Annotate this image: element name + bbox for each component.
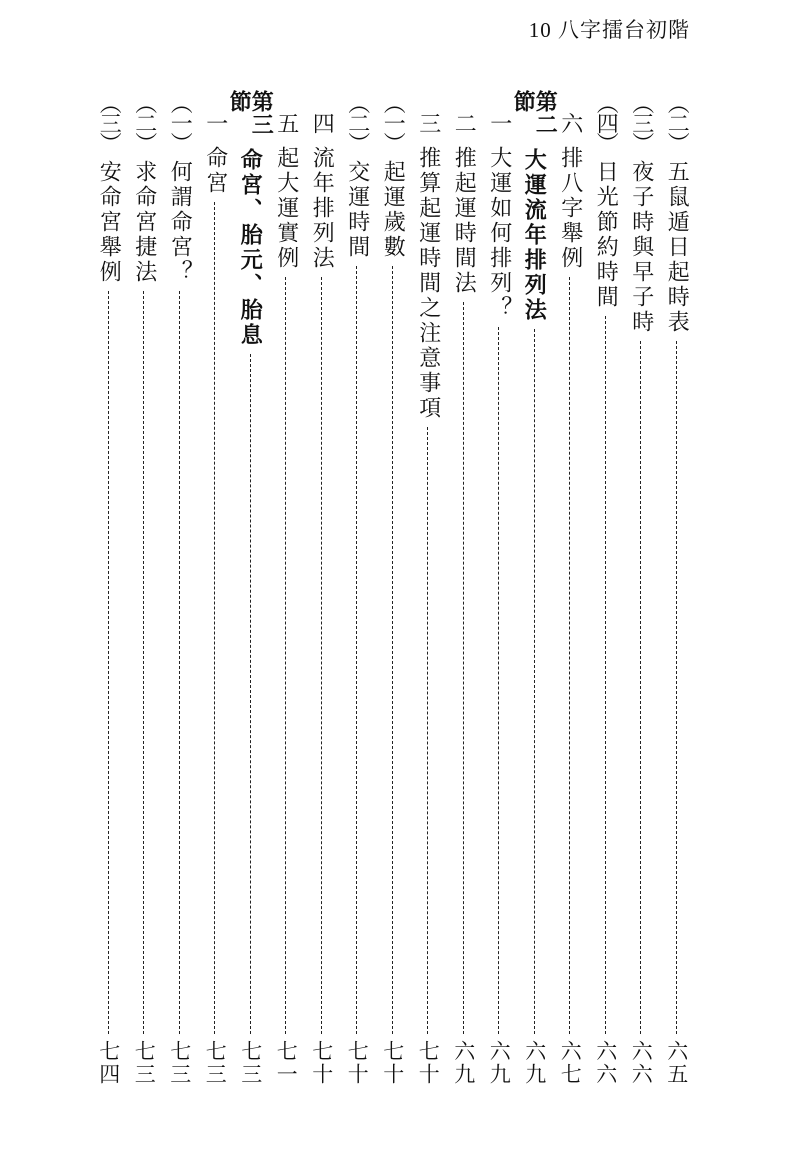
table-of-contents xyxy=(91,90,695,1090)
dotted-leader xyxy=(392,266,393,1034)
dotted-leader xyxy=(534,329,535,1034)
entry-number: 一 xyxy=(202,112,228,135)
section-heading xyxy=(226,90,275,1090)
entry-page: 六九 xyxy=(487,1040,512,1086)
entry-title: 排八字舉例 xyxy=(557,146,583,271)
dotted-leader xyxy=(285,277,286,1034)
dotted-leader xyxy=(605,316,606,1034)
section-heading xyxy=(510,90,559,1090)
dotted-leader xyxy=(498,327,499,1034)
dotted-leader xyxy=(427,427,428,1034)
entry-title: 起運歲數 xyxy=(380,160,406,260)
entry-page: 七四 xyxy=(96,1040,121,1086)
toc-entry xyxy=(375,90,411,1090)
dotted-leader xyxy=(321,277,322,1034)
entry-number: （三） xyxy=(628,92,654,152)
entry-page: 七三 xyxy=(238,1040,263,1086)
entry-number: 四 xyxy=(309,112,335,135)
entry-title: 交運時間 xyxy=(344,160,370,260)
entry-title: 夜子時與早子時 xyxy=(628,160,654,335)
entry-title: 五鼠遁日起時表 xyxy=(664,160,690,335)
entry-page: 七三 xyxy=(132,1040,157,1086)
entry-page: 六六 xyxy=(593,1040,618,1086)
toc-entry xyxy=(197,90,233,1090)
dotted-leader xyxy=(463,302,464,1034)
entry-title: 安命宮舉例 xyxy=(96,160,122,285)
entry-page: 七十 xyxy=(345,1040,370,1086)
entry-title: 流年排列法 xyxy=(309,146,335,271)
entry-page: 七十 xyxy=(416,1040,441,1086)
page-header: 10 八字擂台初階 xyxy=(528,18,690,42)
toc-entry xyxy=(339,90,375,1090)
entry-title: 推算起運時間之注意事項 xyxy=(415,146,441,421)
toc-entry xyxy=(410,90,446,1090)
entry-title: 命宮 xyxy=(202,146,228,196)
dotted-leader xyxy=(569,277,570,1034)
entry-title: 起大運實例 xyxy=(273,146,299,271)
dotted-leader xyxy=(356,266,357,1034)
entry-page: 六五 xyxy=(664,1040,689,1086)
entry-page: 六六 xyxy=(629,1040,654,1086)
entry-number: （二） xyxy=(344,92,370,152)
toc-entry xyxy=(446,90,482,1090)
section-title: 大運流年排列法 xyxy=(521,148,548,323)
entry-number: 六 xyxy=(557,112,583,135)
entry-number: （一） xyxy=(380,92,406,152)
entry-page: 六九 xyxy=(522,1040,547,1086)
entry-number: （一） xyxy=(167,92,193,152)
entry-number: （二） xyxy=(131,92,157,152)
toc-entry xyxy=(623,90,659,1090)
entry-number: 二 xyxy=(451,112,477,135)
entry-title: 推起運時間法 xyxy=(451,146,477,296)
toc-entry xyxy=(126,90,162,1090)
dotted-leader xyxy=(214,202,215,1034)
dotted-leader xyxy=(179,291,180,1034)
entry-number: （二） xyxy=(664,92,690,152)
entry-number: 五 xyxy=(273,112,299,135)
entry-title: 求命宮捷法 xyxy=(131,160,157,285)
entry-page: 七十 xyxy=(380,1040,405,1086)
toc-entry xyxy=(552,90,588,1090)
entry-number: （四） xyxy=(593,92,619,152)
entry-page: 七一 xyxy=(274,1040,299,1086)
entry-title: 日光節約時間 xyxy=(593,160,619,310)
dotted-leader xyxy=(676,341,677,1034)
entry-page: 七三 xyxy=(167,1040,192,1086)
toc-entry xyxy=(91,90,127,1090)
entry-title: 大運如何排列？ xyxy=(486,146,512,321)
dotted-leader xyxy=(108,291,109,1034)
entry-number: 一 xyxy=(486,112,512,135)
entry-page: 六七 xyxy=(558,1040,583,1086)
toc-entry xyxy=(304,90,340,1090)
entry-title: 何謂命宮？ xyxy=(167,160,193,285)
dotted-leader xyxy=(640,341,641,1034)
entry-page: 七十 xyxy=(309,1040,334,1086)
section-title: 命宮、胎元、胎息 xyxy=(237,148,264,348)
entry-page: 六九 xyxy=(451,1040,476,1086)
section-number: 第三節 xyxy=(226,90,275,136)
toc-entry xyxy=(588,90,624,1090)
entry-number: （三） xyxy=(96,92,122,152)
dotted-leader xyxy=(250,354,251,1034)
entry-page: 七三 xyxy=(203,1040,228,1086)
toc-entry xyxy=(659,90,695,1090)
section-number: 第二節 xyxy=(510,90,559,136)
toc-entry xyxy=(162,90,198,1090)
dotted-leader xyxy=(143,291,144,1034)
toc-entry xyxy=(268,90,304,1090)
toc-entry xyxy=(481,90,517,1090)
entry-number: 三 xyxy=(415,112,441,135)
